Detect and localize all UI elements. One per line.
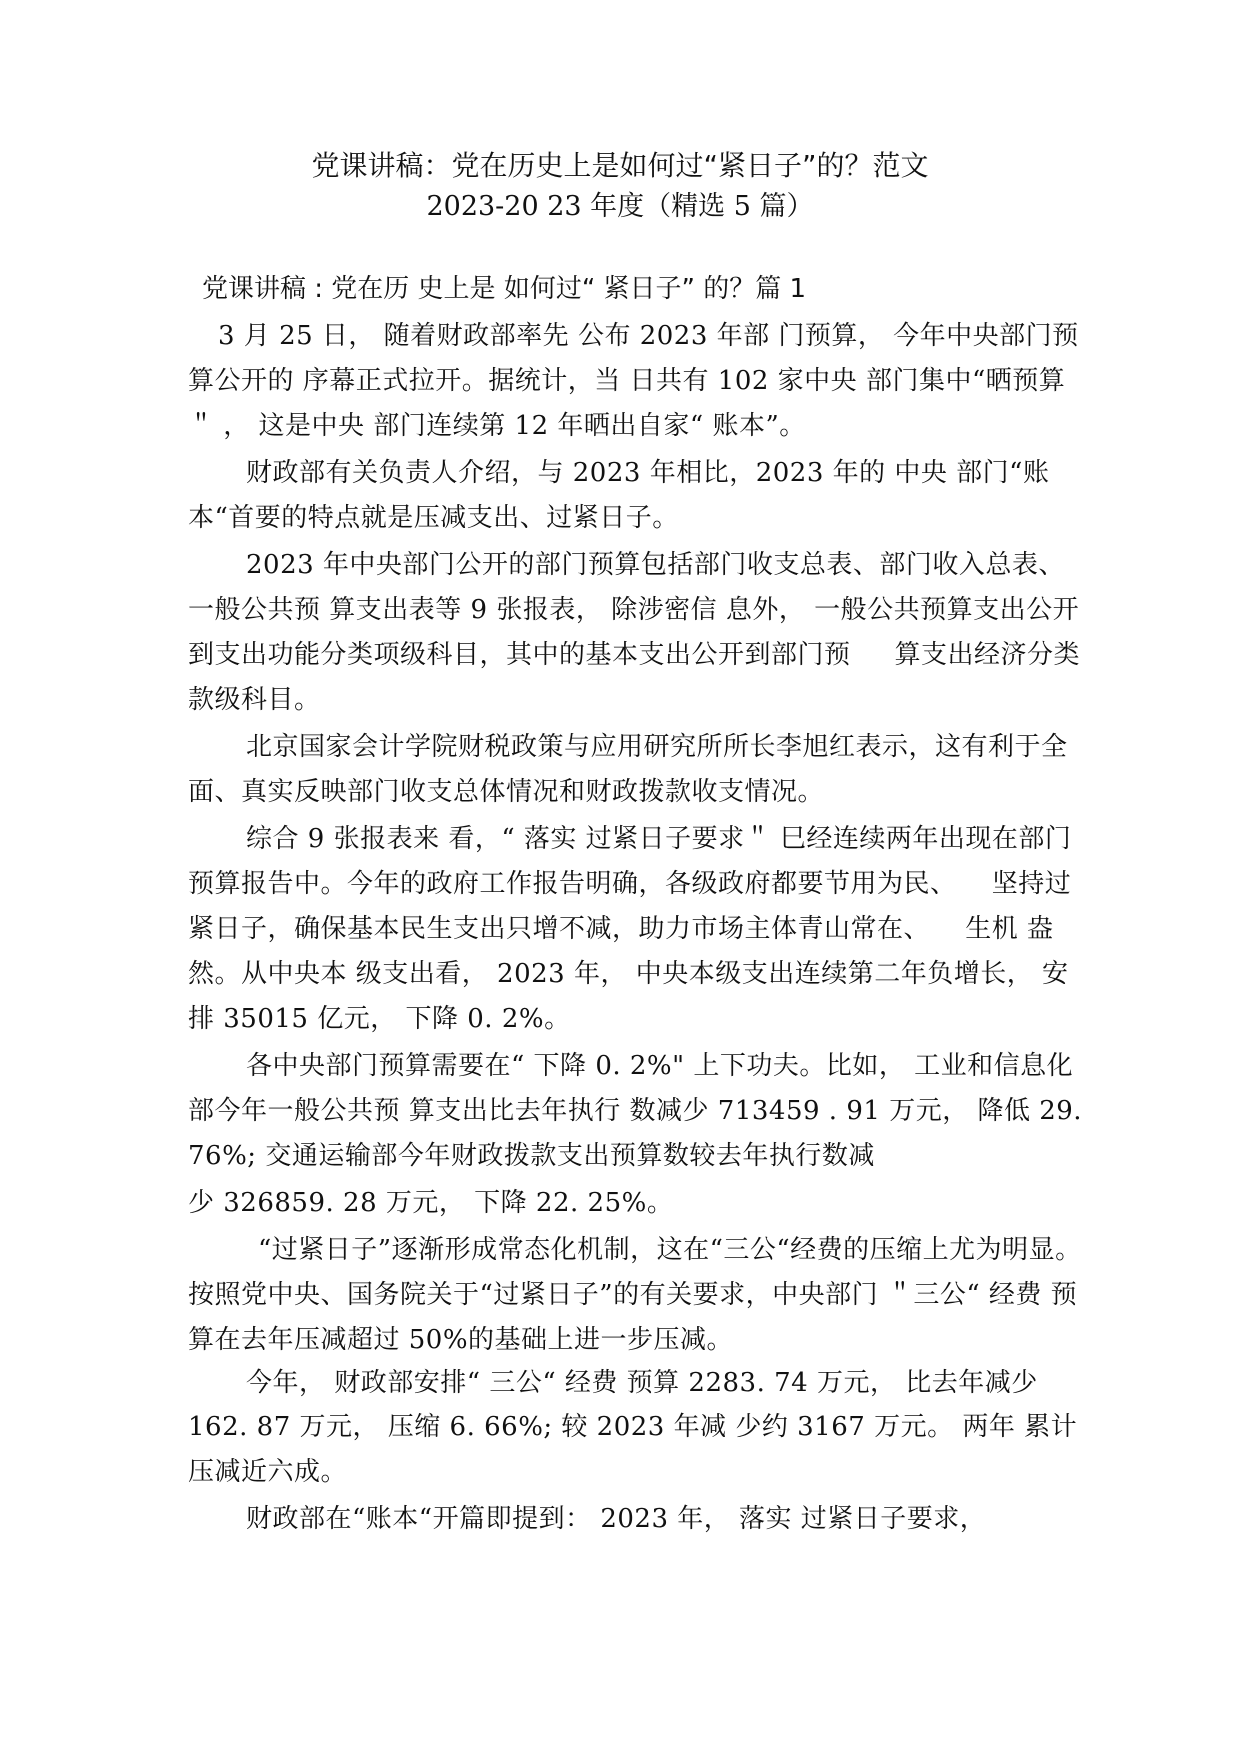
section-heading: 党课讲稿 : 党在历 史上是 如何过“ 紧日子” 的？篇 1 — [202, 274, 807, 304]
title-line-1: 党课讲稿：党在历史上是如何过“紧日子”的？范文 — [311, 149, 929, 182]
paragraph-4: 北京国家会计学院财税政策与应用研究所所长李旭红表示，这有利于全面、真实反映部门收支总体情况和财政拨款收支情况。 — [188, 732, 1068, 807]
title-line-2: 2023-20 23 年度（精选 5 篇） — [426, 191, 814, 222]
paragraph-6: 各中央部门预算需要在“ 下降 0. 2%" 上下功夫。比如， 工业和信息化部今年一般公共预 算支出比去年执行 数减少 713459 . 91 万元， 降低 29. 76%; 交通运输部今年财政拨款支出预算数较去年执行数减 — [188, 1051, 1083, 1171]
paragraph-9: 财政部在“账本“开篇即提到： 2023 年， 落实 过紧日子要求， — [246, 1504, 987, 1534]
paragraph-2: 财政部有关负责人介绍，与 2023 年相比，2023 年的 中央 部门“账本“首要的特点就是压减支出、过紧日子。 — [188, 458, 1050, 533]
paragraph-8: 今年， 财政部安排“ 三公“ 经费 预算 2283. 74 万元， 比去年减少 — [246, 1368, 1038, 1398]
paragraph-8-continued: 162. 87 万元， 压缩 6. 66%; 较 2023 年减 少约 3167 万元。 两年 累计压减近六成。 — [188, 1412, 1078, 1487]
paragraph-5: 综合 9 张报表来 看，“ 落实 过紧日子要求＂ 巳经连续两年出现在部门预算报告中。今年的政府工作报告明确，各级政府都要节用为民、 坚持过紧日子，确保基本民生支出只增不减，助力市场主体青山常在、 生机 盎然。从中央本 级支出看， 2023 年， 中央本级支出连续第二年负增长， 安排 35015 亿元， 下降 0. 2%。 — [188, 824, 1072, 1034]
document-body — [188, 268, 1088, 1544]
paragraph-1: 3 月 25 日， 随着财政部率先 公布 2023 年部 门预算， 今年中央部门预算公开的 序幕正式拉开。据统计，当 日共有 102 家中央 部门集中“晒预算＂ ， 这是中央 部门连续第 12 年晒出自家“ 账本”。 — [188, 321, 1079, 441]
paragraph-6-continued: 少 326859. 28 万元， 下降 22. 25%。 — [188, 1188, 674, 1218]
paragraph-7: “过紧日子”逐渐形成常态化机制，这在“三公“经费的压缩上尤为明显。按照党中央、国务院关于“过紧日子”的有关要求，中央部门 ＂三公“ 经费 预算在去年压减超过 50%的基础上进一步压减。 — [188, 1235, 1082, 1355]
paragraph-3: 2023 年中央部门公开的部门预算包括部门收支总表、部门收入总表、一般公共预 算支出表等 9 张报表， 除涉密信 息外， 一般公共预算支出公开到支出功能分类项级科目，其中的基本支出公开到部门预 算支出经济分类款级科目。 — [188, 550, 1081, 715]
document-title — [0, 145, 1240, 227]
